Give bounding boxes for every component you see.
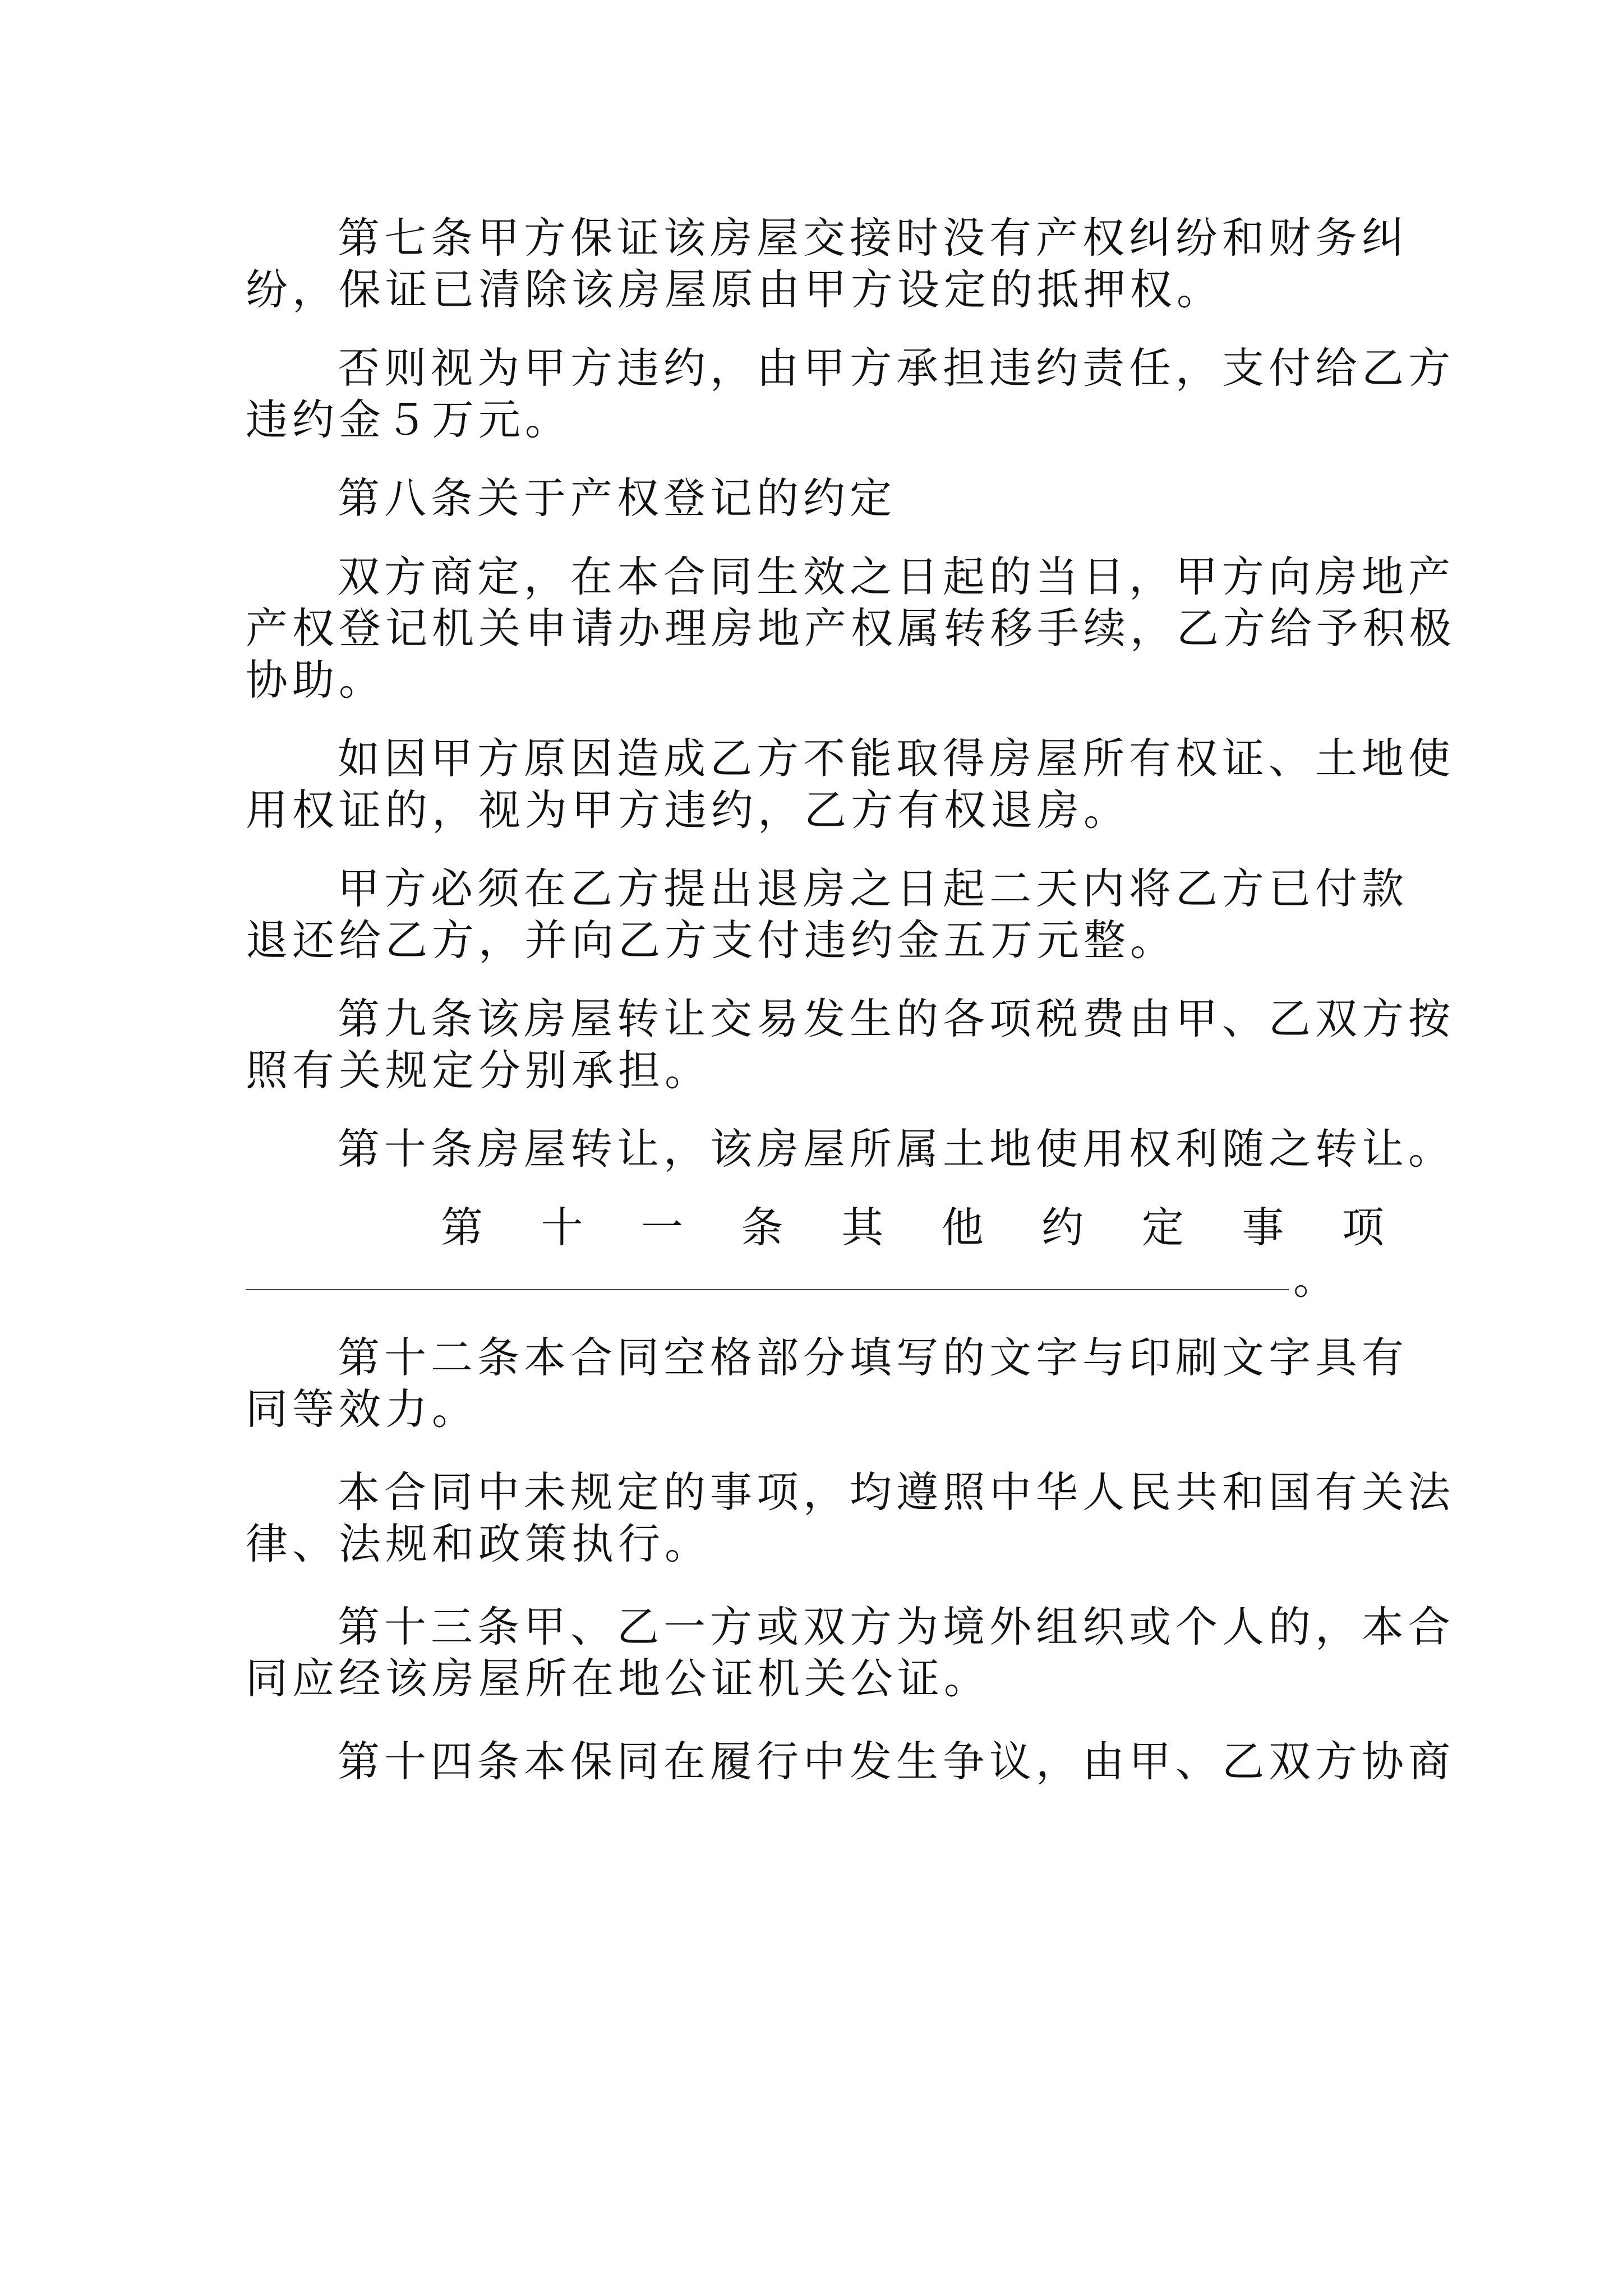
heading-char: 十 [541,1203,583,1252]
text-line: 本合同中未规定的事项，均遵照中华人民共和国有关法 [338,1467,1455,1517]
text-line: 同应经该房屋所在地公证机关公证。 [246,1654,991,1703]
art11-heading [246,1202,1384,1253]
text-line: 双方商定，在本合同生效之日起的当日，甲方向房地产 [338,552,1455,601]
text-line: 产权登记机关申请办理房地产权属转移手续，乙方给予积极 [246,604,1456,653]
heading-char: 事 [1242,1203,1284,1252]
paragraph-art13 [246,1601,1455,1704]
text-line: 同等效力。 [246,1384,479,1434]
paragraph-art12-law [246,1466,1455,1570]
text-line: 第七条甲方保证该房屋交接时没有产权纠纷和财务纠 [338,213,1409,263]
text-line: 协助。 [246,655,386,705]
paragraph-art10 [246,1123,1455,1175]
text-line: 甲方必须在乙方提出退房之日起二天内将乙方已付款 [338,864,1409,913]
text-line: 第十条房屋转让，该房屋所属土地使用权利随之转让。 [338,1124,1455,1174]
contract-page [246,212,1456,1787]
heading-char: 约 [1041,1203,1084,1252]
paragraph-art12 [246,1332,1409,1435]
paragraph-art8-refund [246,863,1409,966]
text-line: 如因甲方原因造成乙方不能取得房屋所有权证、土地使 [338,734,1455,783]
paragraph-art8-title [246,472,1384,524]
blank-underline [246,1289,1289,1290]
text-line: 第八条关于产权登记的约定 [338,473,897,523]
heading-char: 项 [1341,1203,1384,1252]
paragraph-art14 [246,1736,1455,1787]
text-line: 退还给乙方，并向乙方支付违约金五万元整。 [246,915,1177,965]
text-line: 照有关规定分别承担。 [246,1046,712,1095]
text-line: 第九条该房屋转让交易发生的各项税费由甲、乙双方按 [338,994,1455,1043]
text-line: 律、法规和政策执行。 [246,1519,712,1568]
blank-period: 。 [1293,1254,1336,1304]
paragraph-art8-default [246,733,1455,836]
text-line: 违约金５万元。 [246,395,572,444]
heading-char: 第 [441,1203,483,1252]
paragraph-art7 [246,212,1409,315]
paragraph-art9 [246,993,1455,1096]
text-line: 第十四条本保同在履行中发生争议，由甲、乙双方协商 [338,1737,1455,1786]
text-line: 第十三条甲、乙一方或双方为境外组织或个人的，本合 [338,1602,1455,1651]
text-line: 第十二条本合同空格部分填写的文字与印刷文字具有 [338,1333,1409,1382]
fill-in-blank [246,1253,1384,1305]
heading-char: 定 [1141,1203,1184,1252]
heading-char: 条 [741,1203,783,1252]
heading-char: 一 [641,1203,684,1252]
heading-char: 其 [841,1203,884,1252]
paragraph-art7-penalty [246,342,1455,445]
paragraph-art11 [246,1202,1384,1305]
text-line: 纷，保证已清除该房屋原由甲方设定的抵押权。 [246,265,1224,314]
paragraph-art8-body [246,551,1456,706]
heading-char: 他 [941,1203,984,1252]
text-line: 否则视为甲方违约，由甲方承担违约责任，支付给乙方 [338,343,1455,393]
text-line: 用权证的，视为甲方违约，乙方有权退房。 [246,785,1131,835]
